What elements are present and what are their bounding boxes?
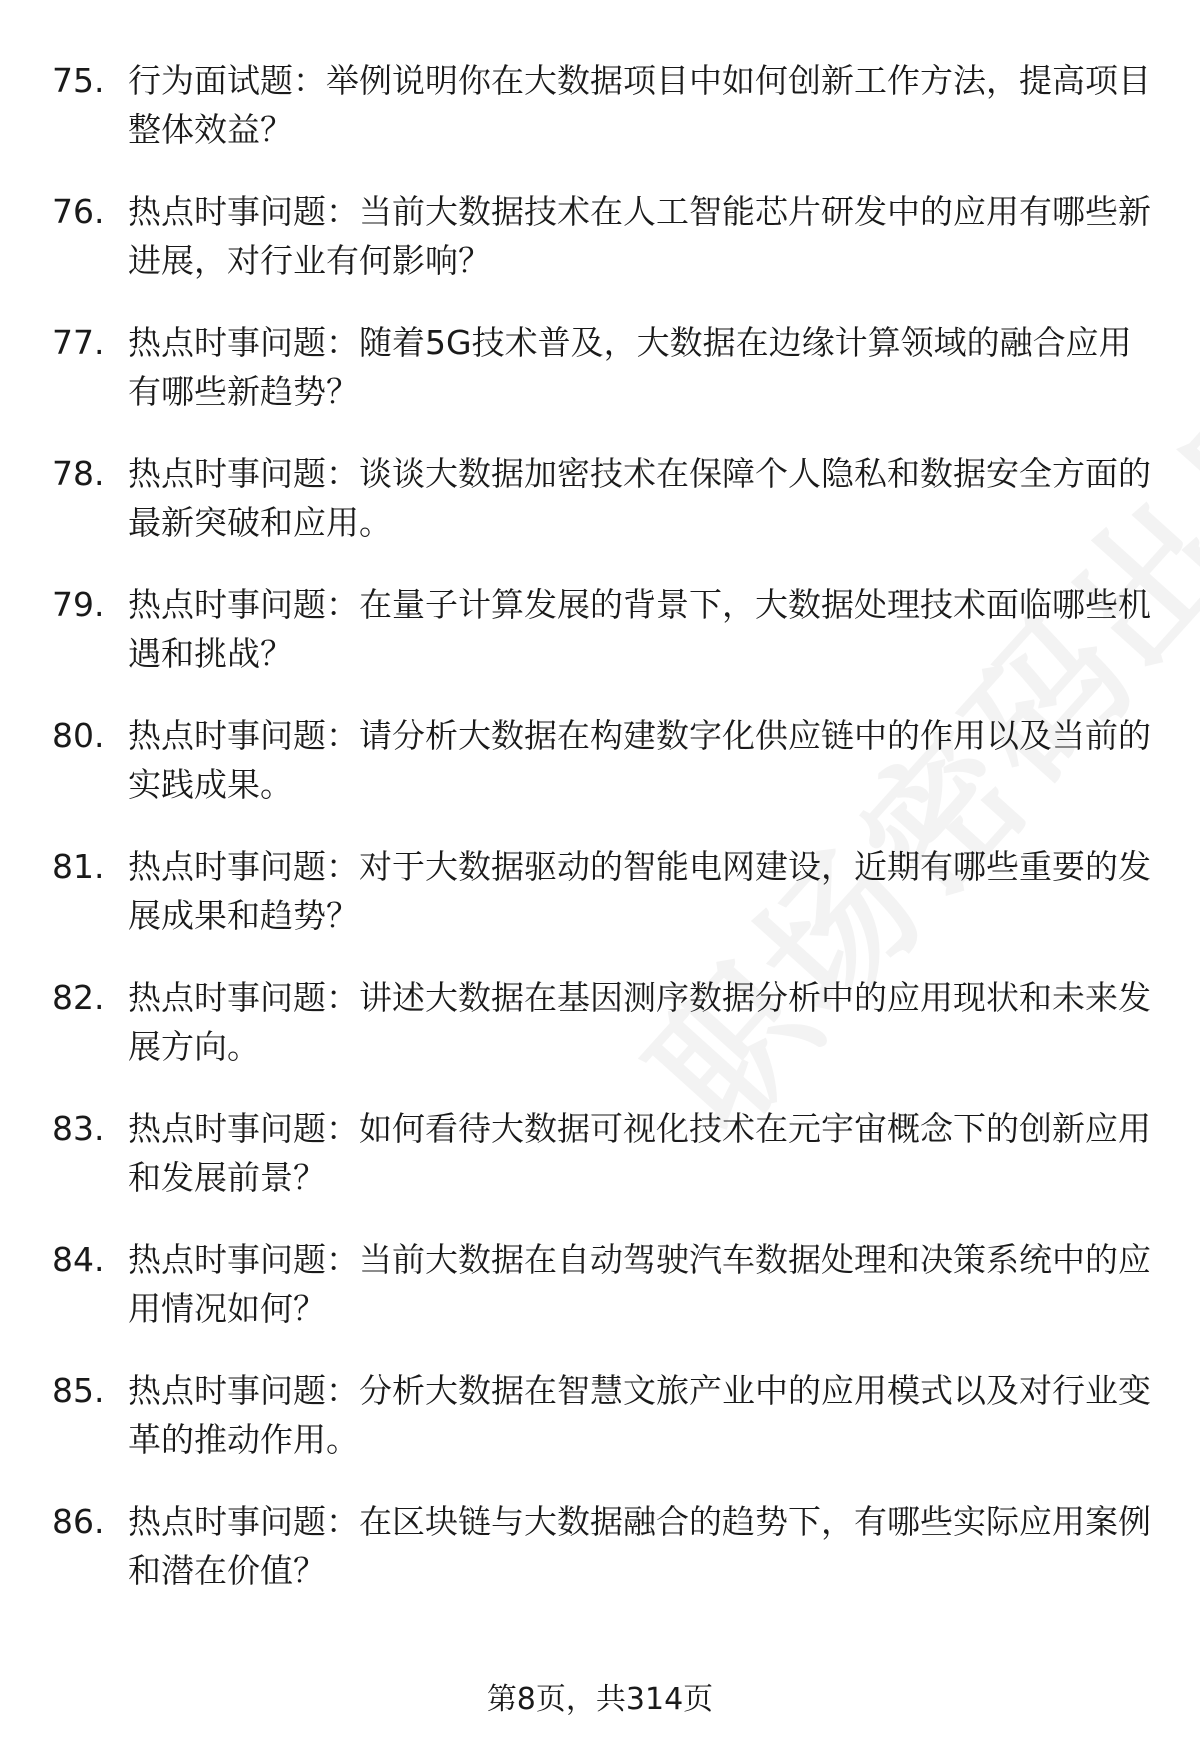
page-number-label: 第8页，共314页 [486, 1682, 714, 1717]
question-text: 热点时事问题：分析大数据在智慧文旅产业中的应用模式以及对行业变革的推动作用。 [128, 1371, 1151, 1459]
question-text: 热点时事问题：当前大数据在自动驾驶汽车数据处理和决策系统中的应用情况如何？ [128, 1240, 1151, 1328]
question-text: 热点时事问题：对于大数据驱动的智能电网建设，近期有哪些重要的发展成果和趋势？ [128, 847, 1151, 935]
question-item [52, 1104, 1162, 1202]
question-number: 83. [52, 1109, 105, 1148]
question-item [52, 318, 1162, 416]
question-item [52, 187, 1162, 285]
question-number: 81. [52, 847, 105, 886]
question-number: 76. [52, 192, 105, 231]
question-number: 86. [52, 1502, 105, 1541]
page-footer [0, 1680, 1200, 1720]
question-list [52, 56, 1162, 1628]
question-text: 热点时事问题：如何看待大数据可视化技术在元宇宙概念下的创新应用和发展前景？ [128, 1109, 1151, 1197]
question-text: 行为面试题：举例说明你在大数据项目中如何创新工作方法，提高项目整体效益？ [128, 61, 1151, 149]
question-item [52, 1366, 1162, 1464]
question-text: 热点时事问题：讲述大数据在基因测序数据分析中的应用现状和未来发展方向。 [128, 978, 1151, 1066]
question-item [52, 56, 1162, 154]
question-number: 80. [52, 716, 105, 755]
question-item [52, 711, 1162, 809]
question-number: 75. [52, 61, 105, 100]
question-number: 77. [52, 323, 105, 362]
question-number: 78. [52, 454, 105, 493]
question-item [52, 580, 1162, 678]
question-item [52, 973, 1162, 1071]
question-text: 热点时事问题：当前大数据技术在人工智能芯片研发中的应用有哪些新进展，对行业有何影响？ [128, 192, 1151, 280]
question-number: 85. [52, 1371, 105, 1410]
question-text: 热点时事问题：在量子计算发展的背景下，大数据处理技术面临哪些机遇和挑战？ [128, 585, 1151, 673]
question-number: 84. [52, 1240, 105, 1279]
question-text: 热点时事问题：请分析大数据在构建数字化供应链中的作用以及当前的实践成果。 [128, 716, 1151, 804]
question-item [52, 1497, 1162, 1595]
question-item [52, 449, 1162, 547]
question-text: 热点时事问题：在区块链与大数据融合的趋势下，有哪些实际应用案例和潜在价值？ [128, 1502, 1151, 1590]
question-item [52, 1235, 1162, 1333]
question-item [52, 842, 1162, 940]
question-number: 82. [52, 978, 105, 1017]
question-text: 热点时事问题：谈谈大数据加密技术在保障个人隐私和数据安全方面的最新突破和应用。 [128, 454, 1151, 542]
question-text: 热点时事问题：随着5G技术普及，大数据在边缘计算领域的融合应用有哪些新趋势？ [128, 323, 1132, 411]
question-number: 79. [52, 585, 105, 624]
